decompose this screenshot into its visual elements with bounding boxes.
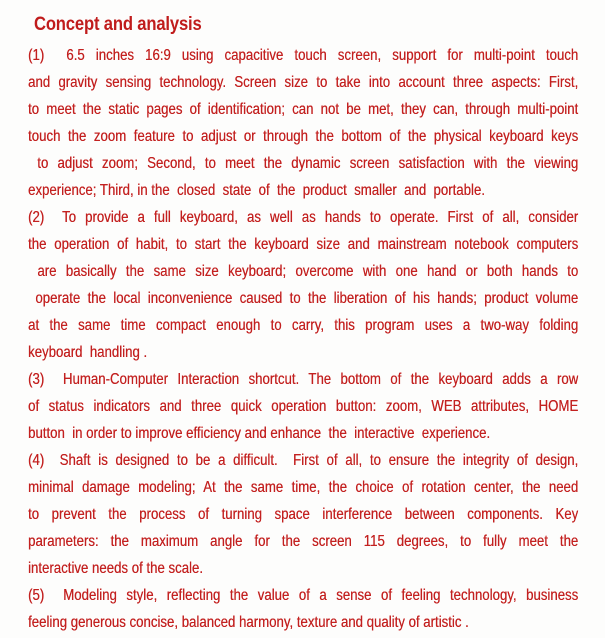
paragraph [28,204,578,366]
document-body [28,42,578,636]
text-line: (2) To provide a full keyboard, as well as hands to operate. First of all, consider [28,209,579,226]
text-line: interactive needs of the scale. [28,560,203,577]
text-line: to adjust zoom; Second, to meet the dynamic screen satisfaction with the viewing [28,155,579,172]
text-line: the operation of habit, to start the keyboard size and mainstream notebook computers [28,236,579,253]
text-line: (5) Modeling style, reflecting the value of a sense of feeling technology, business [28,587,579,604]
paragraph [28,42,578,204]
text-line: minimal damage modeling; At the same time, the choice of rotation center, the need [28,479,579,496]
text-line: (1) 6.5 inches 16:9 using capacitive touch screen, support for multi-point touch [28,47,579,64]
text-line: (3) Human-Computer Interaction shortcut. The bottom of the keyboard adds a row [28,371,579,388]
text-line: at the same time compact enough to carry, this program uses a two-way folding [28,317,579,334]
text-line: (4) Shaft is designed to be a difficult. First of all, to ensure the integrity of design, [28,452,579,469]
text-line: and gravity sensing technology. Screen size to take into account three aspects: First, [28,74,579,91]
text-line: to prevent the process of turning space interference between components. Key [28,506,579,523]
text-line: button in order to improve efficiency and enhance the interactive experience. [28,425,491,442]
text-line: keyboard handling . [28,344,148,361]
text-line: to meet the static pages of identification; can not be met, they can, through multi-point [28,101,579,118]
paragraph [28,447,578,582]
paragraph [28,582,578,636]
page-title: Concept and analysis [33,13,202,35]
text-line: feeling generous concise, balanced harmony, texture and quality of artistic . [28,614,469,631]
text-line: operate the local inconvenience caused to the liberation of his hands; product volume [28,290,579,307]
paragraph [28,366,578,447]
document-content-wrapper [28,13,578,636]
text-line: parameters: the maximum angle for the screen 115 degrees, to fully meet the [28,533,579,550]
text-line: experience; Third, in the closed state of the product smaller and portable. [28,182,485,199]
text-line: are basically the same size keyboard; overcome with one hand or both hands to [28,263,579,280]
text-line: touch the zoom feature to adjust or through the bottom of the physical keyboard keys [28,128,579,145]
text-line: of status indicators and three quick operation button: zoom, WEB attributes, HOME [28,398,579,415]
